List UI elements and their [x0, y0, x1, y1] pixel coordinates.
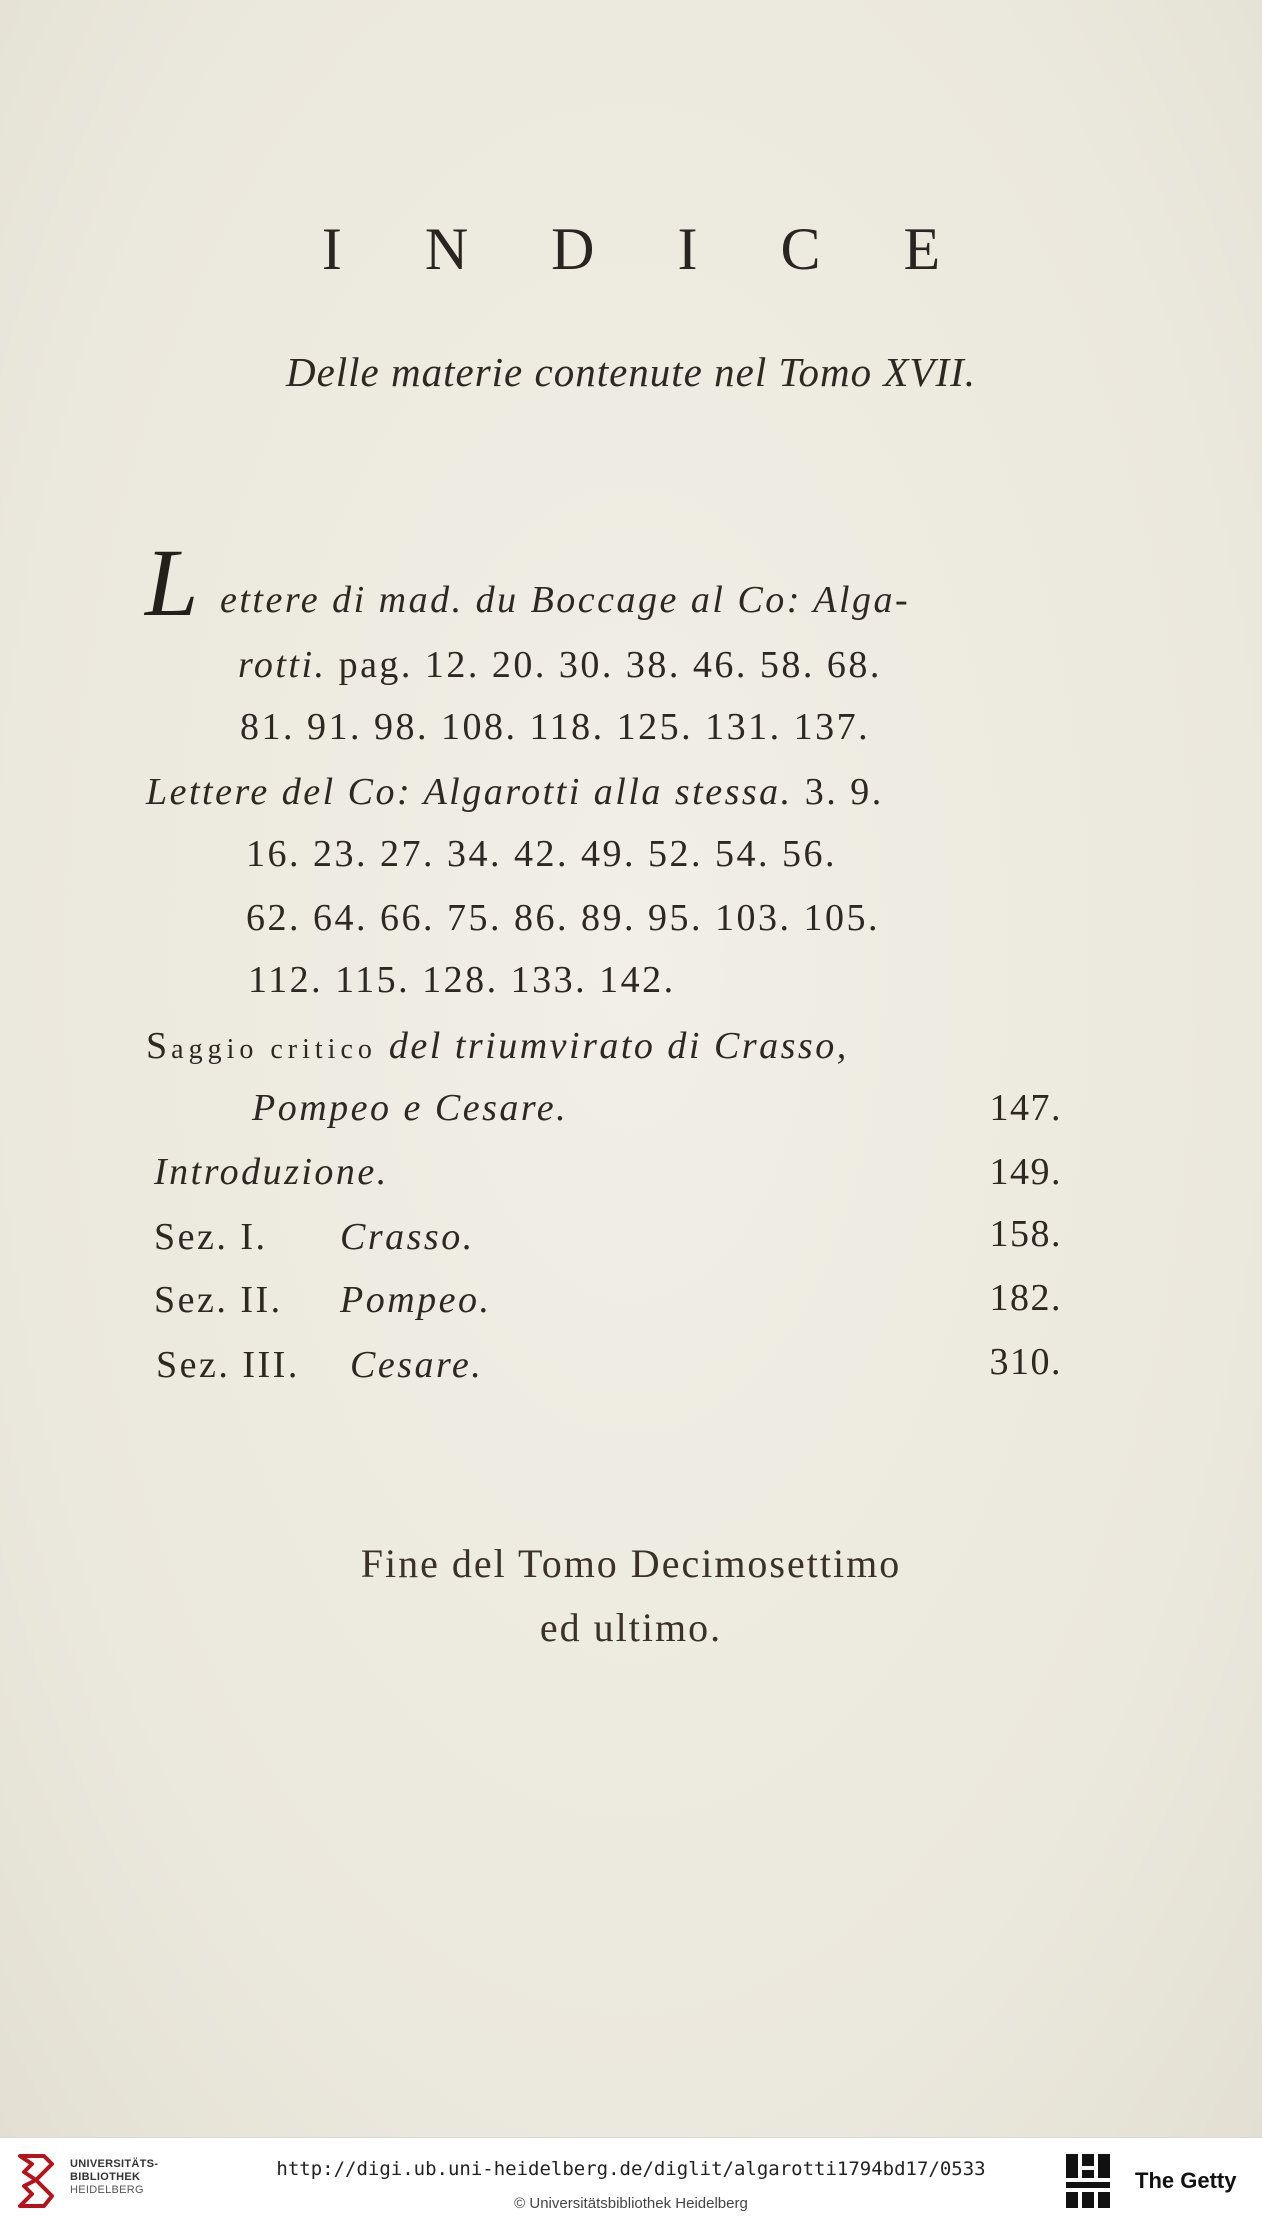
drop-cap: L: [145, 529, 199, 636]
library-name-line-2: BIBLIOTHEK: [70, 2171, 141, 2183]
getty-partner-name[interactable]: The Getty: [1135, 2168, 1237, 2193]
entry-1-line-1: ettere di mad. du Boccage al Co: Alga-: [220, 579, 911, 621]
closing-line-1: Fine del Tomo Decimosettimo: [360, 1541, 902, 1586]
entry-2-line-3: 62. 64. 66. 75. 86. 89. 95. 103. 105.: [246, 897, 880, 939]
entry-6-page: 182.: [989, 1277, 1062, 1319]
library-name-line-1: UNIVERSITÄTS-: [70, 2158, 159, 2170]
entry-2-line-2: 16. 23. 27. 34. 42. 49. 52. 54. 56.: [246, 833, 837, 875]
entry-1-line-2: [238, 643, 882, 687]
entry-6-label: Sez. II.: [154, 1279, 283, 1321]
entry-7-page: 310.: [989, 1341, 1062, 1383]
entry-5-page: 158.: [989, 1213, 1062, 1255]
entry-7-label: Sez. III.: [156, 1344, 300, 1386]
entry-3-title-rest: del triumvirato di Crasso,: [376, 1025, 849, 1067]
entry-1-pages-a: pag. 12. 20. 30. 38. 46. 58. 68.: [326, 644, 882, 686]
getty-logo-icon[interactable]: [1064, 2152, 1114, 2210]
page-subtitle: Delle materie contenute nel Tomo XVII.: [285, 349, 977, 395]
entry-1-author: rotti.: [238, 644, 327, 686]
entry-1-line-3: 81. 91. 98. 108. 118. 125. 131. 137.: [240, 706, 871, 748]
entry-5-label: Sez. I.: [154, 1216, 268, 1258]
entry-4-page: 149.: [989, 1151, 1062, 1193]
permalink-url[interactable]: http://digi.ub.uni-heidelberg.de/diglit/algarotti1794bd17/0533: [276, 2158, 986, 2180]
entry-3-sc-aggio: aggio: [171, 1034, 259, 1065]
closing-line-2: ed ultimo.: [539, 1605, 723, 1650]
entry-4-label: Introduzione.: [154, 1151, 389, 1193]
entry-3-page: 147.: [989, 1087, 1062, 1129]
entry-2-line-1: [146, 770, 884, 814]
entry-6-title: Pompeo.: [340, 1279, 492, 1321]
entry-3-line-2: Pompeo e Cesare.: [252, 1087, 569, 1129]
viewer-footer: [0, 2137, 1262, 2226]
entry-3-line-1: [146, 1024, 849, 1068]
entry-7-title: Cesare.: [350, 1344, 484, 1386]
entry-3-sc-ritico: ritico: [287, 1034, 377, 1065]
library-name-line-3: HEIDELBERG: [70, 2184, 144, 2196]
entry-2-line-4: 112. 115. 128. 133. 142.: [248, 959, 676, 1001]
entry-3-sc-c: c: [270, 1034, 288, 1065]
entry-2-title: Lettere del Co: Algarotti alla stessa.: [146, 771, 793, 813]
page-title: I N D I C E: [321, 216, 975, 282]
entry-5-title: Crasso.: [340, 1216, 475, 1258]
entry-2-pages-a: 3. 9.: [792, 771, 884, 813]
copyright-notice: © Universitätsbibliothek Heidelberg: [514, 2195, 748, 2212]
entry-3-sc-s: S: [146, 1025, 172, 1067]
